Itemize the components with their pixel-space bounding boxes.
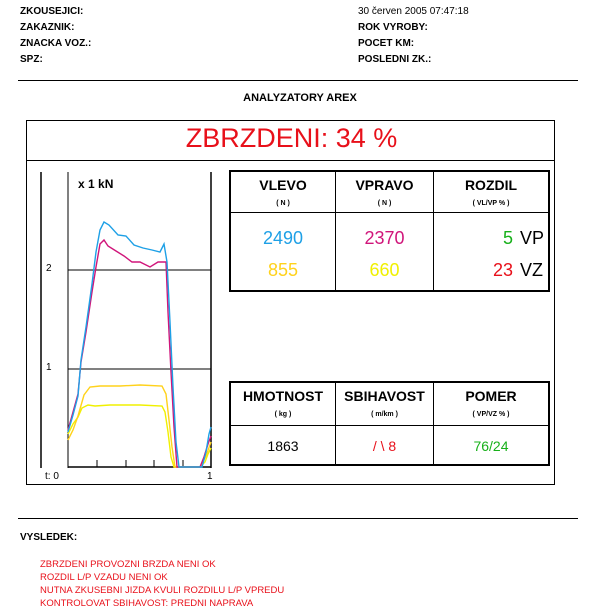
rear-axle-label: VZ bbox=[520, 260, 544, 280]
forces-table bbox=[229, 170, 550, 292]
front-left-force: 2490 bbox=[262, 228, 304, 248]
brake-efficiency: ZBRZDENI: 34 % bbox=[185, 123, 398, 153]
brake-force-graph bbox=[40, 172, 215, 470]
customer-label: ZAKAZNIK: bbox=[20, 22, 75, 33]
vehicle-make-label: ZNACKA VOZ.: bbox=[20, 38, 92, 49]
stats-table bbox=[229, 381, 550, 466]
rear-left-force-line bbox=[68, 385, 211, 467]
front-diff: 5 bbox=[502, 228, 513, 248]
col-header-weight: HMOTNOST bbox=[242, 388, 324, 404]
rear-right-force: 660 bbox=[369, 260, 400, 280]
ratio-value: 76/24 bbox=[473, 438, 509, 454]
col-unit-weight: ( kg ) bbox=[274, 411, 292, 418]
last-inspection-label: POSLEDNI ZK.: bbox=[358, 54, 432, 65]
front-left-force-line bbox=[68, 222, 211, 467]
front-axle-label: VP bbox=[520, 228, 545, 248]
col-header-right: VPRAVO bbox=[355, 177, 414, 193]
col-header-ratio: POMER bbox=[465, 388, 517, 404]
header-divider bbox=[18, 80, 578, 81]
col-unit-diff: ( VL/VP % ) bbox=[472, 200, 510, 207]
col-header-toe: SBIHAVOST bbox=[344, 388, 425, 404]
front-right-force: 2370 bbox=[364, 228, 405, 248]
col-unit-ratio: ( VP/VZ % ) bbox=[472, 411, 510, 418]
front-right-force-line bbox=[68, 240, 211, 467]
graph-ylabel-1: 1 bbox=[46, 362, 52, 373]
col-header-diff: ROZDIL bbox=[464, 177, 518, 193]
result-line-2: ROZDIL L/P VZADU NENI OK bbox=[40, 572, 168, 583]
plate-label: SPZ: bbox=[20, 54, 43, 65]
weight-value: 1863 bbox=[267, 438, 299, 454]
result-line-1: ZBRZDENI PROVOZNI BRZDA NENI OK bbox=[40, 559, 216, 570]
col-unit-right: ( N ) bbox=[377, 200, 392, 207]
col-unit-toe: ( m/km ) bbox=[371, 411, 398, 418]
result-line-4: KONTROLOVAT SBIHAVOST: PREDNI NAPRAVA bbox=[40, 598, 254, 609]
mileage-label: POCET KM: bbox=[358, 38, 415, 49]
col-header-left: VLEVO bbox=[259, 177, 307, 193]
tester-label: ZKOUSEJICI: bbox=[20, 6, 84, 17]
graph-xlabel-0: t: 0 bbox=[45, 471, 59, 482]
result-divider bbox=[18, 518, 578, 519]
graph-ylabel-2: 2 bbox=[46, 263, 52, 274]
col-unit-left: ( N ) bbox=[276, 200, 290, 207]
brake-divider bbox=[27, 160, 554, 161]
report-title: ANALYZATORY AREX bbox=[243, 92, 357, 104]
year-label: ROK VYROBY: bbox=[358, 22, 428, 33]
rear-left-force: 855 bbox=[267, 260, 299, 280]
x-ticks bbox=[97, 460, 183, 467]
rear-right-force-line bbox=[68, 405, 211, 467]
graph-xlabel-1: 1 bbox=[207, 471, 213, 482]
rear-diff: 23 bbox=[492, 260, 513, 280]
result-line-3: NUTNA ZKUSEBNI JIZDA KVULI ROZDILU L/P VPREDU bbox=[40, 585, 285, 596]
toe-value: / \ 8 bbox=[372, 438, 397, 454]
result-label: VYSLEDEK: bbox=[20, 532, 78, 543]
graph-unit: x 1 kN bbox=[78, 177, 114, 191]
datetime: 30 červen 2005 07:47:18 bbox=[358, 6, 469, 17]
